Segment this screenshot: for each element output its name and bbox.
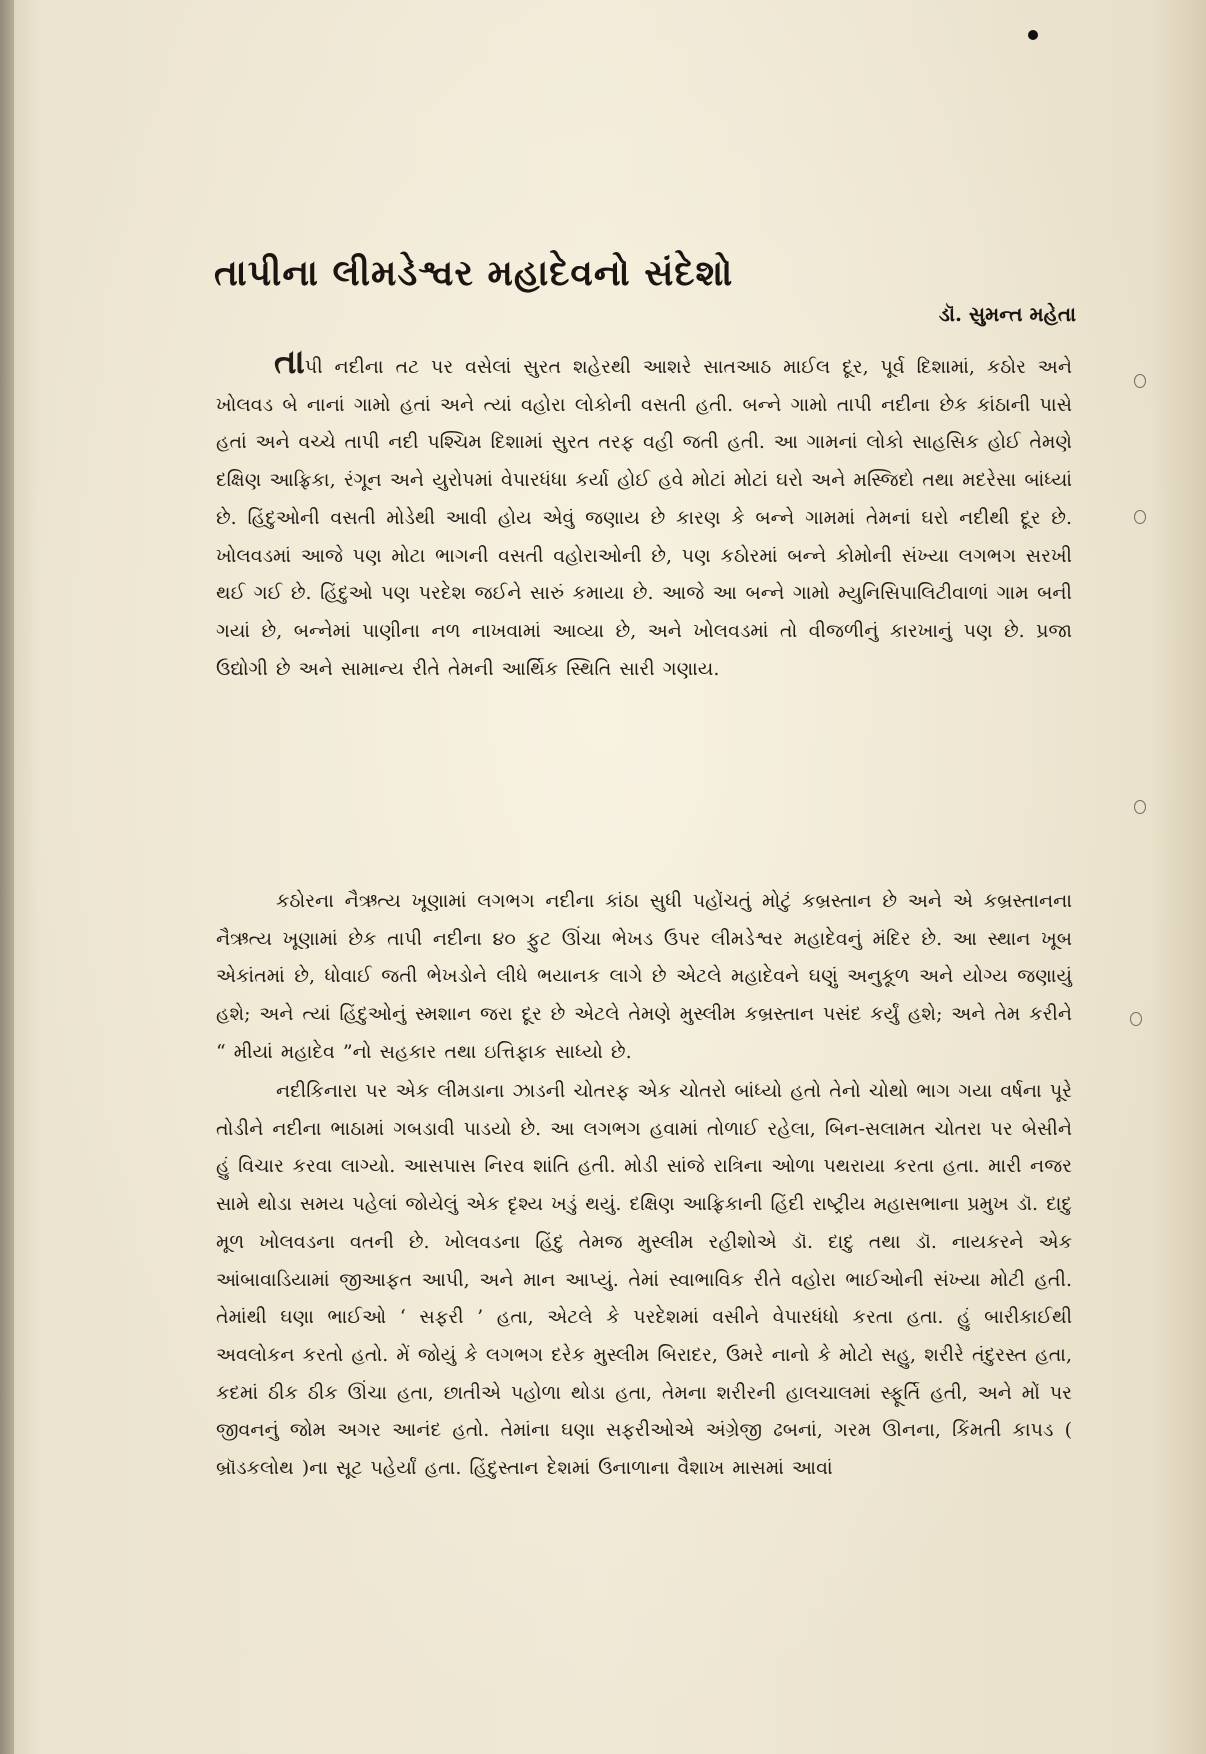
- ink-dot: [1028, 30, 1038, 40]
- article-title: તાપીના લીમડેશ્વર મહાદેવનો સંદેશો: [214, 252, 734, 295]
- paragraph-1: [216, 342, 1072, 688]
- punch-hole-4: [1130, 1012, 1142, 1026]
- paragraph-1-text: પી નદીના તટ પર વસેલાં સુરત શહેરથી આશરે સાતઆઠ માઈલ દૂર, પૂર્વ દિશામાં, કઠોર અને ખોલવડ બે નાનાં ગામો હતાં અને ત્યાં વહોરા લોકોની વસતી હતી. બન્ને ગામો તાપી નદીના છેક કાંઠાની પાસે હતાં અને વચ્ચે તાપી નદી પશ્ચિમ દિશામાં સુરત તરફ વહી જતી હતી. આ ગામનાં લોકો સાહસિક હોઈ તેમણે દક્ષિણ આફ્રિકા, રંગૂન અને યુરોપમાં વેપારધંધા કર્યા હોઈ હવે મોટાં મોટાં ઘરો અને મસ્જિદો તથા મદરેસા બાંધ્યાં છે. હિંદુઓની વસતી મોડેથી આવી હોય એવું જણાય છે કારણ કે બન્ને ગામમાં તેમનાં ઘરો નદીથી દૂર છે. ખોલવડમાં આજે પણ મોટા ભાગની વસતી વહોરાઓની છે, પણ કઠોરમાં બન્ને કોમોની સંખ્યા લગભગ સરખી થઈ ગઈ છે. હિંદુઓ પણ પરદેશ જઈને સારું કમાયા છે. આજે આ બન્ને ગામો મ્યુનિસિપાલિટીવાળાં ગામ બની ગયાં છે, બન્નેમાં પાણીના નળ નાખવામાં આવ્યા છે, અને ખોલવડમાં તો વીજળીનું કારખાનું પણ છે. પ્રજા ઉદ્યોગી છે અને સામાન્ય રીતે તેમની આર્થિક સ્થિતિ સારી ગણાય.: [216, 356, 1072, 680]
- punch-hole-3: [1134, 800, 1146, 814]
- article-author: ડૉ. સુમન્ત મહેતા: [938, 302, 1076, 326]
- drop-cap: તા: [274, 342, 305, 382]
- paragraph-3: નદીકિનારા પર એક લીમડાના ઝાડની ચોતરફ એક ચોતરો બાંધ્યો હતો તેનો ચોથો ભાગ ગયા વર્ષના પૂરે તોડીને નદીના ભાઠામાં ગબડાવી પાડયો છે. આ લગભગ હવામાં તોળાઈ રહેલા, બિન-સલામત ચોતરા પર બેસીને હું વિચાર કરવા લાગ્યો. આસપાસ નિરવ શાંતિ હતી. મોડી સાંજે રાત્રિના ઓળા પથરાયા કરતા હતા. મારી નજર સામે થોડા સમય પહેલાં જોયેલું એક દૃશ્ય ખડું થયું. દક્ષિણ આફ્રિકાની હિંદી રાષ્ટ્રીય મહાસભાના પ્રમુખ ડૉ. દાદુ મૂળ ખોલવડના વતની છે. ખોલવડના હિંદુ તેમજ મુસ્લીમ રહીશોએ ડૉ. દાદુ તથા ડૉ. નાયકરને એક આંબાવાડિયામાં જીઆફત આપી, અને માન આપ્યું. તેમાં સ્વાભાવિક રીતે વહોરા ભાઈઓની સંખ્યા મોટી હતી. તેમાંથી ઘણા ભાઈઓ ‘ સફરી ’ હતા, એટલે કે પરદેશમાં વસીને વેપારધંધો કરતા હતા. હું બારીકાઈથી અવલોકન કરતો હતો. મેં જોયું કે લગભગ દરેક મુસ્લીમ બિરાદર, ઉમરે નાનો કે મોટો સહુ, શરીરે તંદુરસ્ત હતા, કદમાં ઠીક ઠીક ઊંચા હતા, છાતીએ પહોળા થોડા હતા, તેમના શરીરની હાલચાલમાં સ્ફૂર્તિ હતી, અને મોં પર જીવનનું જોમ અગર આનંદ હતો. તેમાંના ઘણા સફરીઓએ અંગ્રેજી ઢબનાં, ગરમ ઊનના, કિંમતી કાપડ ( બ્રૉડકલોથ )ના સૂટ પહેર્યાં હતા. હિંદુસ્તાન દેશમાં ઉનાળાના વૈશાખ માસમાં આવાં: [216, 1080, 1072, 1480]
- binding-edge: [0, 0, 14, 1754]
- paragraph-2: કઠોરના નૈઋત્ય ખૂણામાં લગભગ નદીના કાંઠા સુધી પહોંચતું મોટું કબ્રસ્તાન છે અને એ કબ્રસ્તાનના નૈઋત્ય ખૂણામાં છેક તાપી નદીના ૪૦ ફુટ ઊંચા ભેખડ ઉપર લીમડેશ્વર મહાદેવનું મંદિર છે. આ સ્થાન ખૂબ એકાંતમાં છે, ધોવાઈ જતી ભેખડોને લીધે ભયાનક લાગે છે એટલે મહાદેવને ઘણું અનુકૂળ અને યોગ્ય જણાયું હશે; અને ત્યાં હિંદુઓનું સ્મશાન જરા દૂર છે એટલે તેમણે મુસ્લીમ કબ્રસ્તાન પસંદ કર્યું હશે; અને તેમ કરીને “ મીયાં મહાદેવ ”નો સહકાર તથા ઇત્તિફાક સાધ્યો છે.: [216, 890, 1072, 1063]
- punch-hole-1: [1134, 374, 1146, 388]
- punch-hole-2: [1134, 510, 1146, 524]
